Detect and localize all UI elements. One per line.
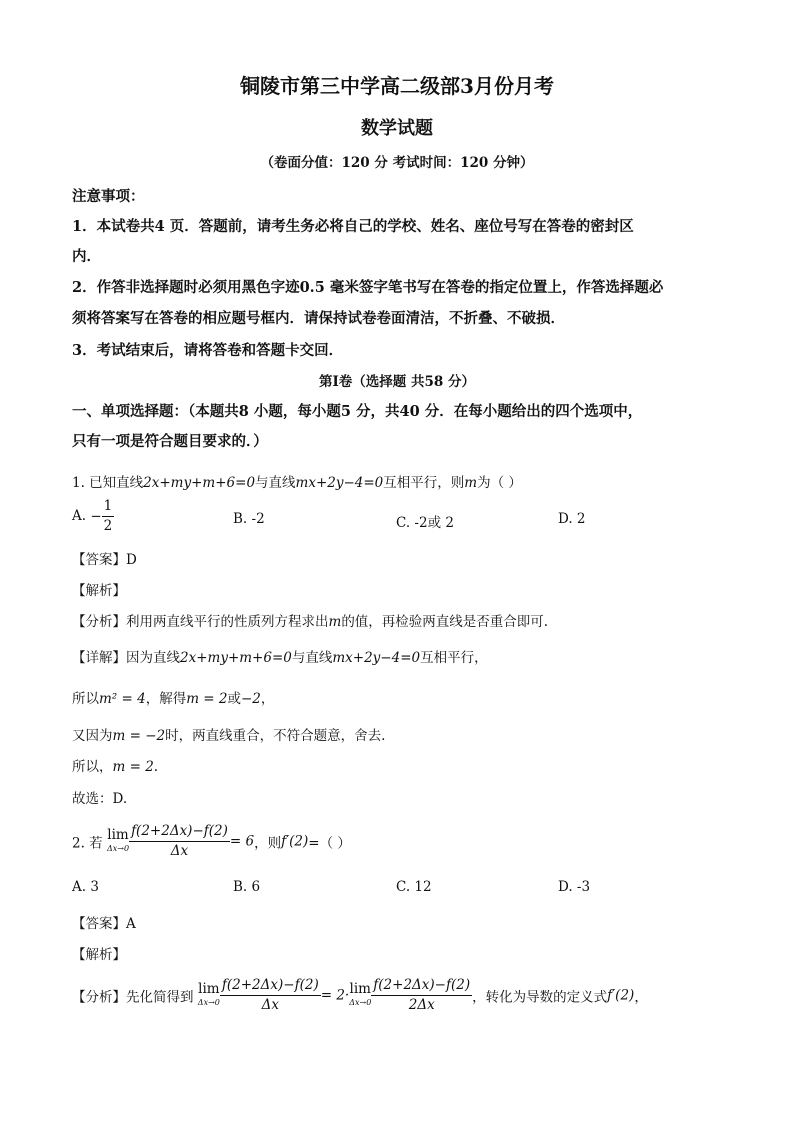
q2-fenxi-limit-2-subscript: Δx→0 — [349, 997, 372, 1007]
q1-line2-equation-3: −2 — [241, 691, 261, 707]
q2-fenxi-denominator-2: 2Δx — [408, 997, 435, 1013]
q2-fenxi-limit-2 — [349, 980, 372, 1009]
notice-item-1-line-2: 内． — [72, 248, 101, 265]
q2-option-c: C. 12 — [396, 879, 432, 895]
q2-fenxi-text-1: 【分析】先化简得到 — [72, 989, 194, 1006]
notice-item-1-line-1: 1．本试卷共4 页．答题前，请考生务必将自己的学校、姓名、座位号写在答卷的密封区 — [72, 218, 634, 235]
notice-heading: 注意事项： — [72, 188, 145, 205]
notice-item-3: 3．考试结束后，请将答卷和答题卡交回． — [72, 342, 344, 359]
q1-detail-text-1: 【详解】因为直线 — [72, 650, 180, 666]
question-1-stem — [72, 471, 522, 491]
q1-detail-line-4 — [72, 755, 158, 775]
q2-fenxi-fraction-2 — [371, 976, 472, 1015]
q1-text-2: 与直线 — [255, 475, 296, 491]
section-heading-line-2: 只有一项是符合题目要求的．） — [72, 433, 268, 450]
q1-detail-line-3 — [72, 724, 385, 744]
q2-fenxi-limit-1-subscript: Δx→0 — [197, 997, 220, 1007]
q1-option-a — [72, 497, 114, 536]
q2-limit-subscript: Δx→0 — [106, 843, 130, 853]
q1-line2-text-4: ， — [260, 691, 275, 707]
q1-equation-1: 2x+my+m+6=0 — [143, 475, 256, 491]
q2-fenxi-fprime: f′(2) — [607, 987, 635, 1004]
q1-fenxi-text-2: 的值，再检验两直线是否重合即可. — [341, 614, 549, 630]
q1-line2-text-2: ，解得 — [145, 691, 187, 707]
q1-line2-text-3: 或 — [227, 691, 241, 707]
q1-equation-2: mx+2y−4=0 — [295, 475, 384, 491]
q1-line4-text-1: 所以， — [72, 759, 113, 775]
q2-fenxi-limit-2-word: lim — [349, 980, 371, 997]
q1-line4-equation: m = 2 — [112, 759, 154, 775]
q1-fenxi-text-1: 【分析】利用两直线平行的性质列方程求出 — [72, 614, 329, 630]
q1-option-a-denominator: 2 — [103, 518, 113, 534]
q2-option-a: A. 3 — [72, 879, 99, 895]
q2-fenxi-text-3: ， — [634, 989, 648, 1006]
notice-item-2-line-1: 2．作答非选择题时必须用黑色字迹0.5 毫米签字笔书写在答卷的指定位置上，作答选择题必 — [72, 279, 664, 296]
q1-detail-equation-1: 2x+my+m+6=0 — [180, 650, 292, 666]
q1-option-c: C. -2或 2 — [396, 515, 454, 531]
q2-text-1: 2. 若 — [72, 835, 103, 852]
q2-numerator: f(2+2Δx)−f(2) — [129, 822, 230, 842]
q2-denominator: Δx — [170, 843, 189, 859]
q1-option-b: B. -2 — [233, 511, 265, 527]
q1-conclusion: 故选：D. — [72, 791, 128, 807]
q1-line3-equation: m = −2 — [112, 728, 166, 744]
q2-fenxi-limit-1-word: lim — [198, 980, 220, 997]
q2-fenxi-limit-1 — [197, 980, 220, 1009]
q2-option-d: D. -3 — [558, 879, 591, 895]
q1-text-3: 互相平行，则 — [383, 475, 465, 491]
q1-line3-text-2: 时，两直线重合，不符合题意，舍去. — [165, 728, 386, 744]
q1-fenxi — [72, 610, 548, 630]
q2-text-2: ，则 — [254, 835, 282, 852]
question-2-stem — [72, 822, 351, 861]
q1-option-d: D. 2 — [558, 511, 586, 527]
q2-fenxi-fraction-1 — [220, 976, 321, 1015]
exam-meta: （卷面分值：120 分 考试时间：120 分钟） — [260, 155, 534, 171]
q1-line2-text-1: 所以 — [72, 691, 99, 707]
q1-fenxi-variable: m — [328, 614, 342, 630]
q2-fenxi-text-2: ，转化为导数的定义式 — [472, 989, 608, 1006]
q1-detail-text-2: 与直线 — [291, 650, 333, 666]
q2-fenxi-denominator-1: Δx — [261, 997, 279, 1013]
q1-variable: m — [464, 475, 478, 491]
q2-fenxi-numerator-2: f(2+2Δx)−f(2) — [371, 976, 472, 996]
q2-fenxi-middle: = 2· — [320, 987, 350, 1004]
q2-fraction — [129, 822, 230, 861]
q1-text-1: 1. 已知直线 — [72, 475, 144, 491]
q1-analysis-label: 【解析】 — [72, 583, 126, 599]
q2-answer: 【答案】A — [72, 916, 136, 932]
q1-line4-text-2: . — [153, 759, 159, 775]
q2-limit-word: lim — [107, 826, 129, 843]
q2-fenxi — [72, 976, 648, 1015]
q2-analysis-label: 【解析】 — [72, 947, 126, 963]
q1-option-a-label: A. — [72, 508, 87, 524]
notice-item-2-line-2: 须将答案写在答卷的相应题号框内．请保持试卷卷面清洁，不折叠、不破损． — [72, 310, 565, 327]
q1-detail-text-3: 互相平行， — [420, 650, 488, 666]
q1-line2-equation-2: m = 2 — [186, 691, 228, 707]
q1-option-a-fraction — [102, 497, 115, 536]
q1-option-a-numerator: 1 — [102, 497, 115, 517]
q1-detail — [72, 646, 488, 666]
q2-fenxi-numerator-1: f(2+2Δx)−f(2) — [220, 976, 321, 996]
part-1-heading: 第Ⅰ卷（选择题 共58 分） — [318, 374, 475, 390]
q2-limit — [106, 826, 130, 855]
q1-answer: 【答案】D — [72, 552, 137, 568]
page-title: 铜陵市第三中学高二级部3月份月考 — [240, 74, 554, 98]
q1-option-a-sign: − — [90, 508, 102, 525]
q1-text-4: 为（ ） — [477, 475, 522, 491]
q2-fprime: f′(2) — [281, 833, 309, 850]
section-heading-line-1: 一、单项选择题：（本题共8 小题，每小题5 分，共40 分．在每小题给出的四个选项中， — [72, 403, 643, 420]
q2-equation-rhs: = 6 — [229, 833, 255, 850]
q2-option-b: B. 6 — [233, 879, 261, 895]
q1-detail-line-2 — [72, 687, 274, 707]
q2-text-3: =（ ） — [308, 835, 351, 852]
q1-line3-text-1: 又因为 — [72, 728, 113, 744]
page-subtitle: 数学试题 — [361, 118, 433, 139]
q1-detail-equation-2: mx+2y−4=0 — [332, 650, 421, 666]
q1-line2-equation: m² = 4 — [99, 691, 146, 707]
